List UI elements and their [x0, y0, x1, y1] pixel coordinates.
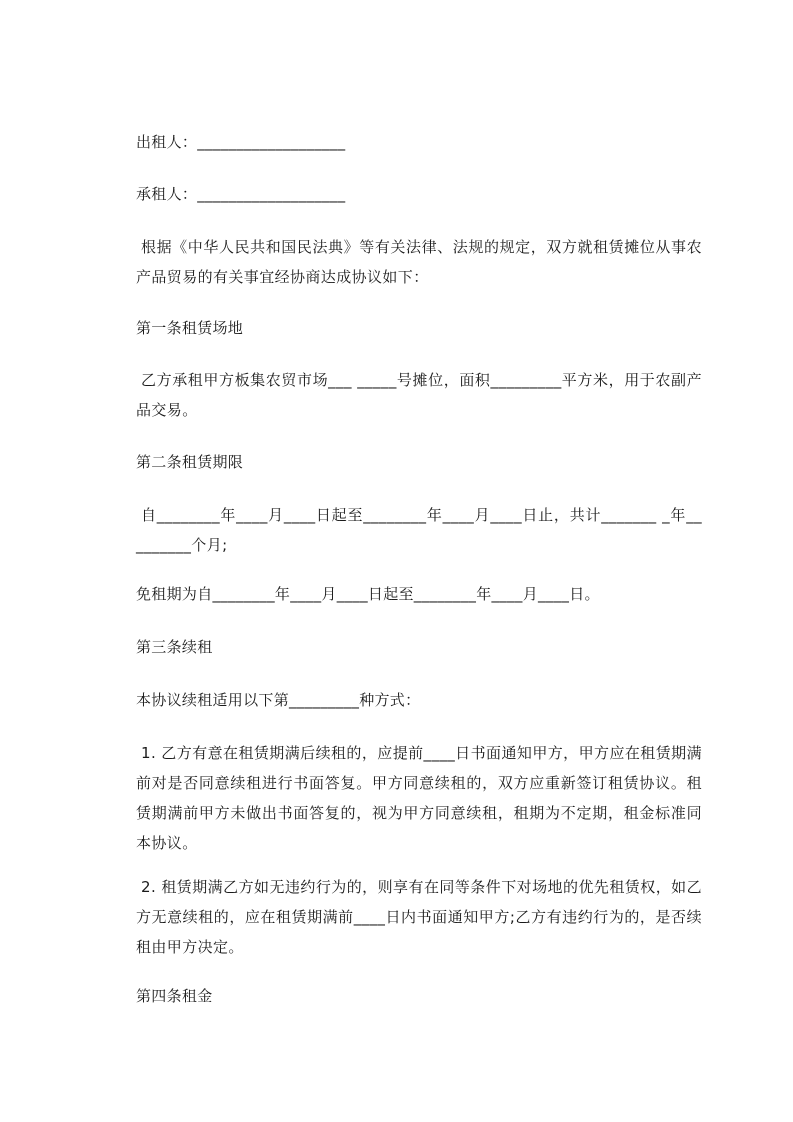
- article3-title: 第三条续租: [136, 638, 213, 656]
- lessee-label: 承租人：: [136, 185, 198, 203]
- lessor-blank: ___________________: [197, 133, 346, 151]
- article3-intro: 本协议续租适用以下第_________种方式：: [136, 691, 421, 709]
- article1-title: 第一条租赁场地: [136, 319, 244, 337]
- preamble-paragraph: 根据《中华人民共和国民法典》等有关法律、法规的规定，双方就租赁摊位从事农产品贸易的有关事宜经协商达成协议如下：: [136, 238, 702, 286]
- lessee-blank: ___________________: [197, 185, 346, 203]
- article3-option-1: 1. 乙方有意在租赁期满后续租的，应提前____日书面通知甲方，甲方应在租赁期满前对是否同意续租进行书面答复。甲方同意续租的，双方应重新签订租赁协议。租赁期满前甲方未做出书面答复的，视为甲方同意续租，租期为不定期，租金标准同本协议。: [136, 744, 702, 852]
- article1-paragraph: 乙方承租甲方板集农贸市场___ _____号摊位，面积_________平方米，用于农副产品交易。: [136, 371, 702, 419]
- article2-term-paragraph: 自________年____月____日起至________年____月____日止，共计_______ _年__ _______个月;: [136, 506, 702, 554]
- article3-option-2: 2. 租赁期满乙方如无违约行为的，则享有在同等条件下对场地的优先租赁权，如乙方无意续租的，应在租赁期满前____日内书面通知甲方;乙方有违约行为的，是否续租由甲方决定。: [136, 878, 702, 956]
- lessor-label: 出租人：: [136, 133, 198, 151]
- lessee-line: [136, 184, 345, 204]
- article2-free-period: 免租期为自________年____月____日起至________年____月____日。: [136, 585, 600, 603]
- article4-title: 第四条租金: [136, 987, 213, 1005]
- lessor-line: [136, 132, 345, 152]
- article2-title: 第二条租赁期限: [136, 453, 244, 471]
